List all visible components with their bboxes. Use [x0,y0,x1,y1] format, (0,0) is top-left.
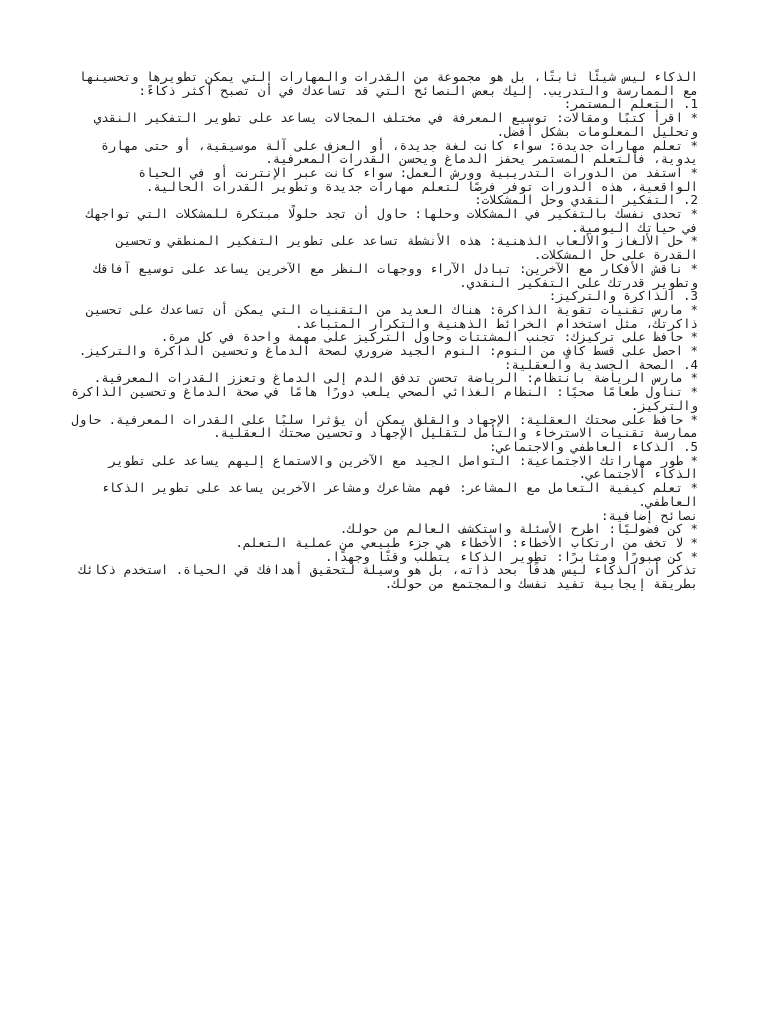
list-item: * تعلم مهارات جديدة: سواء كانت لغة جديدة، أو العزف على آلة موسيقية، أو حتى مهارة يدوية، فالتعلم المستمر يحفز الدماغ ويحسن القدرات المعرفية. [101,137,698,167]
list-item: * حافظ على صحتك العقلية: الإجهاد والقلق يمكن أن يؤثرا سلبًا على القدرات المعرفية. حاول ممارسة تقنيات الاسترخاء والتأمل لتقليل الإجهاد وتحسين صحتك العقلية. [71,411,698,441]
section-heading-critical-thinking: 2. التفكير النقدي وحل المشكلات: [474,192,698,208]
list-item: * طور مهاراتك الاجتماعية: التواصل الجيد مع الآخرين والاستماع إليهم يساعد على تطوير الذكاء الاجتماعي. [108,452,698,482]
list-item: * استفد من الدورات التدريبية وورش العمل: سواء كانت عبر الإنترنت أو في الحياة الواقعية، هذه الدورات توفر فرصًا لتعلم مهارات جديدة وتطوير القدرات الحالية. [138,164,698,194]
list-item: * حل الألغاز والألعاب الذهنية: هذه الأنشطة تساعد على تطوير التفكير المنطقي وتحسين القدرة على حل المشكلات. [116,233,698,263]
list-item: * مارس الرياضة بانتظام: الرياضة تحسن تدفق الدم إلى الدماغ وتعزز القدرات المعرفية. [93,370,698,386]
section-heading-health: 4. الصحة الجسدية والعقلية: [504,356,698,372]
section-heading-extra-tips: نصائح إضافية: [601,507,698,523]
section-heading-memory-focus: 3. الذاكرة والتركيز: [548,288,698,304]
document-body [70,70,698,591]
intro-paragraph: الذكاء ليس شيئًا ثابتًا، بل هو مجموعة من القدرات والمهارات التي يمكن تطويرها وتحسينها مع الممارسة والتدريب. إليك بعض النصائح التي قد تساعدك في أن تصبح أكثر ذكاءً: [78,69,698,98]
closing-paragraph: تذكر أن الذكاء ليس هدفًا بحد ذاته، بل هو وسيلة لتحقيق أهدافك في الحياة. استخدم ذكائك بطريقة إيجابية تفيد نفسك والمجتمع من حولك. [78,562,698,592]
section-heading-continuous-learning: 1. التعلم المستمر: [563,96,698,112]
list-item: * اقرأ كتبًا ومقالات: توسيع المعرفة في مختلف المجالات يساعد على تطوير التفكير النقدي وتحليل المعلومات بشكل أفضل. [93,110,698,139]
list-item: * كن صبورًا ومثابرًا: تطوير الذكاء يتطلب وقتًا وجهدًا. [325,548,698,564]
list-item: * احصل على قسط كافٍ من النوم: النوم الجيد ضروري لصحة الدماغ وتحسين الذاكرة والتركيز. [78,343,698,359]
list-item: * كن فضوليًا: اطرح الأسئلة واستكشف العالم من حولك. [339,521,698,537]
section-heading-emotional-social: 5. الذكاء العاطفي والاجتماعي: [489,438,698,454]
list-item: * تناول طعامًا صحيًا: النظام الغذائي الصحي يلعب دورًا هامًا في صحة الدماغ وتحسين الذاكرة والتركيز. [71,384,698,413]
list-item: * تحدى نفسك بالتفكير في المشكلات وحلها: حاول أن تجد حلولًا مبتكرة للمشكلات التي تواجهك في حياتك اليومية. [86,206,698,235]
list-item: * حافظ على تركيزك: تجنب المشتتات وحاول التركيز على مهمة واحدة في كل مرة. [160,329,698,345]
list-item: * تعلم كيفية التعامل مع المشاعر: فهم مشاعرك ومشاعر الآخرين يساعد على تطوير الذكاء العاطفي. [101,480,698,509]
list-item: * لا تخف من ارتكاب الأخطاء: الأخطاء هي جزء طبيعي من عملية التعلم. [235,534,698,550]
list-item: * مارس تقنيات تقوية الذاكرة: هناك العديد من التقنيات التي يمكن أن تساعدك على تحسين ذاكرتك، مثل استخدام الخرائط الذهنية والتكرار المتباعد. [86,301,698,331]
list-item: * ناقش الأفكار مع الآخرين: تبادل الآراء ووجهات النظر مع الآخرين يساعد على توسيع آفاقك وتطوير قدرتك على التفكير النقدي. [93,260,698,290]
